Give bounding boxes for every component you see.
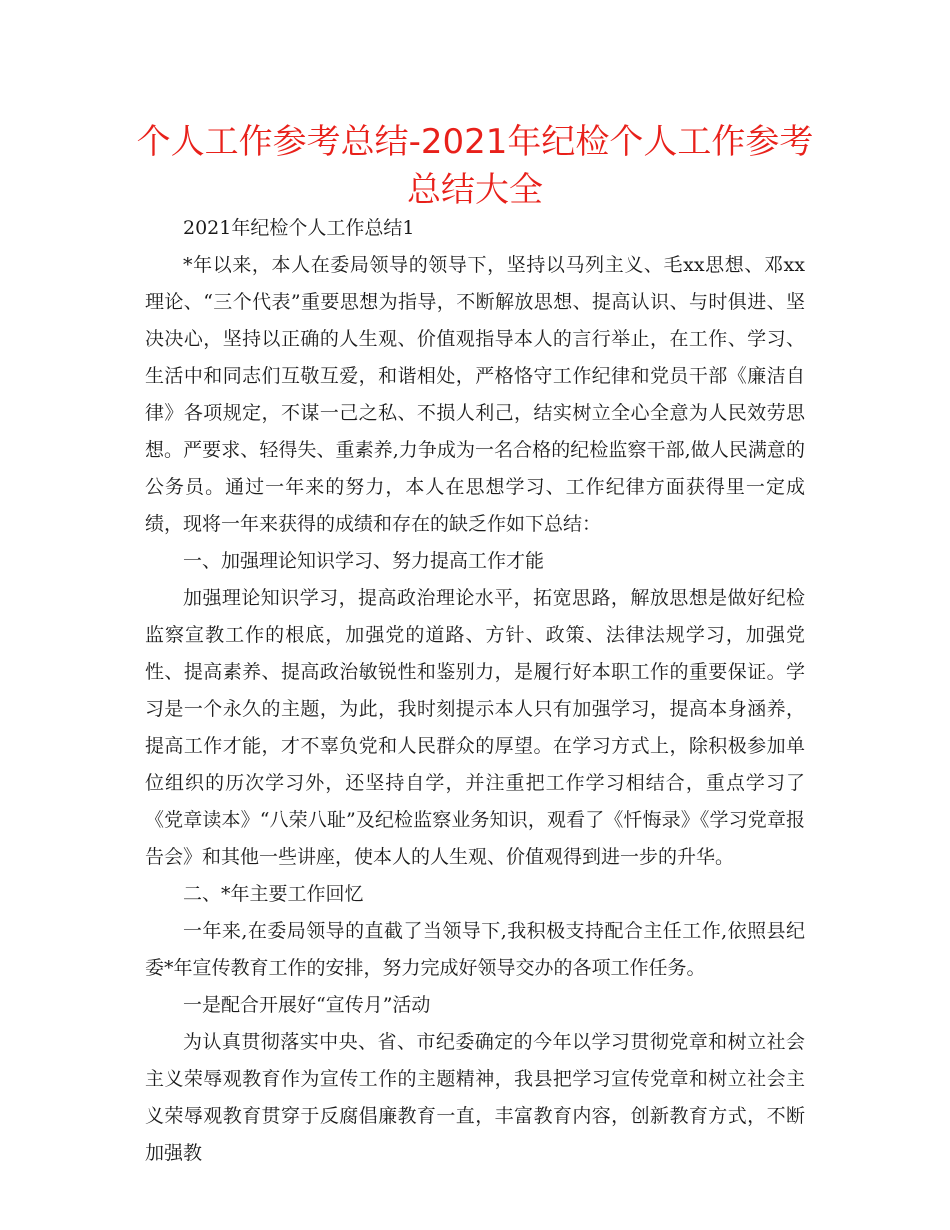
paragraph-study: 加强理论知识学习，提高政治理论水平，拓宽思路，解放思想是做好纪检监察宣教工作的根底，加强党的道路、方针、政策、法律法规学习，加强党性、提高素养、提高政治敏锐性和鉴别力，是履行好本职工作的重要保证。学习是一个永久的主题，为此，我时刻提示本人只有加强学习，提高本身涵养，提高工作才能，才不辜负党和人民群众的厚望。在学习方式上，除积极参加单位组织的历次学习外，还坚持自学，并注重把工作学习相结合，重点学习了《党章读本》“八荣八耻”及纪检监察业务知识，观看了《忏悔录》《学习党章报告会》和其他一些讲座，使本人的人生观、价值观得到进一步的升华。 (145, 587, 805, 868)
paragraph-intro: *年以来，本人在委局领导的领导下，坚持以马列主义、毛xx思想、邓xx理论、“三个代表”重要思想为指导，不断解放思想、提高认识、与时俱进、坚决决心，坚持以正确的人生观、价值观指导本人的言行举止，在工作、学习、生活中和同志们互敬互爱，和谐相处，严格恪守工作纪律和党员干部《廉洁自律》各项规定，不谋一己之私、不损人利己，结实树立全心全意为人民效劳思想。严要求、轻得失、重素养,力争成为一名合格的纪检监察干部,做人民满意的公务员。通过一年来的努力，本人在思想学习、工作纪律方面获得里一定成绩，现将一年来获得的成绩和存在的缺乏作如下总结： (145, 254, 805, 535)
section-heading-one: 一、加强理论知识学习、努力提高工作才能 (183, 550, 545, 572)
section-heading-two: 二、*年主要工作回忆 (183, 883, 364, 905)
document-body (145, 210, 805, 1172)
subsection-heading-one: 一是配合开展好“宣传月”活动 (183, 994, 431, 1016)
document-title: 个人工作参考总结-2021年纪检个人工作参考总结大全 (136, 122, 814, 210)
paragraph-propaganda: 为认真贯彻落实中央、省、市纪委确定的今年以学习贯彻党章和树立社会主义荣辱观教育作为宣传工作的主题精神，我县把学习宣传党章和树立社会主义荣辱观教育贯穿于反腐倡廉教育一直，丰富教育内容，创新教育方式，不断加强教 (145, 1031, 805, 1164)
paragraph-work-review: 一年来,在委局领导的直截了当领导下,我积极支持配合主任工作,依照县纪委*年宣传教育工作的安排，努力完成好领导交办的各项工作任务。 (145, 920, 805, 979)
section-subtitle: 2021年纪检个人工作总结1 (183, 217, 415, 239)
